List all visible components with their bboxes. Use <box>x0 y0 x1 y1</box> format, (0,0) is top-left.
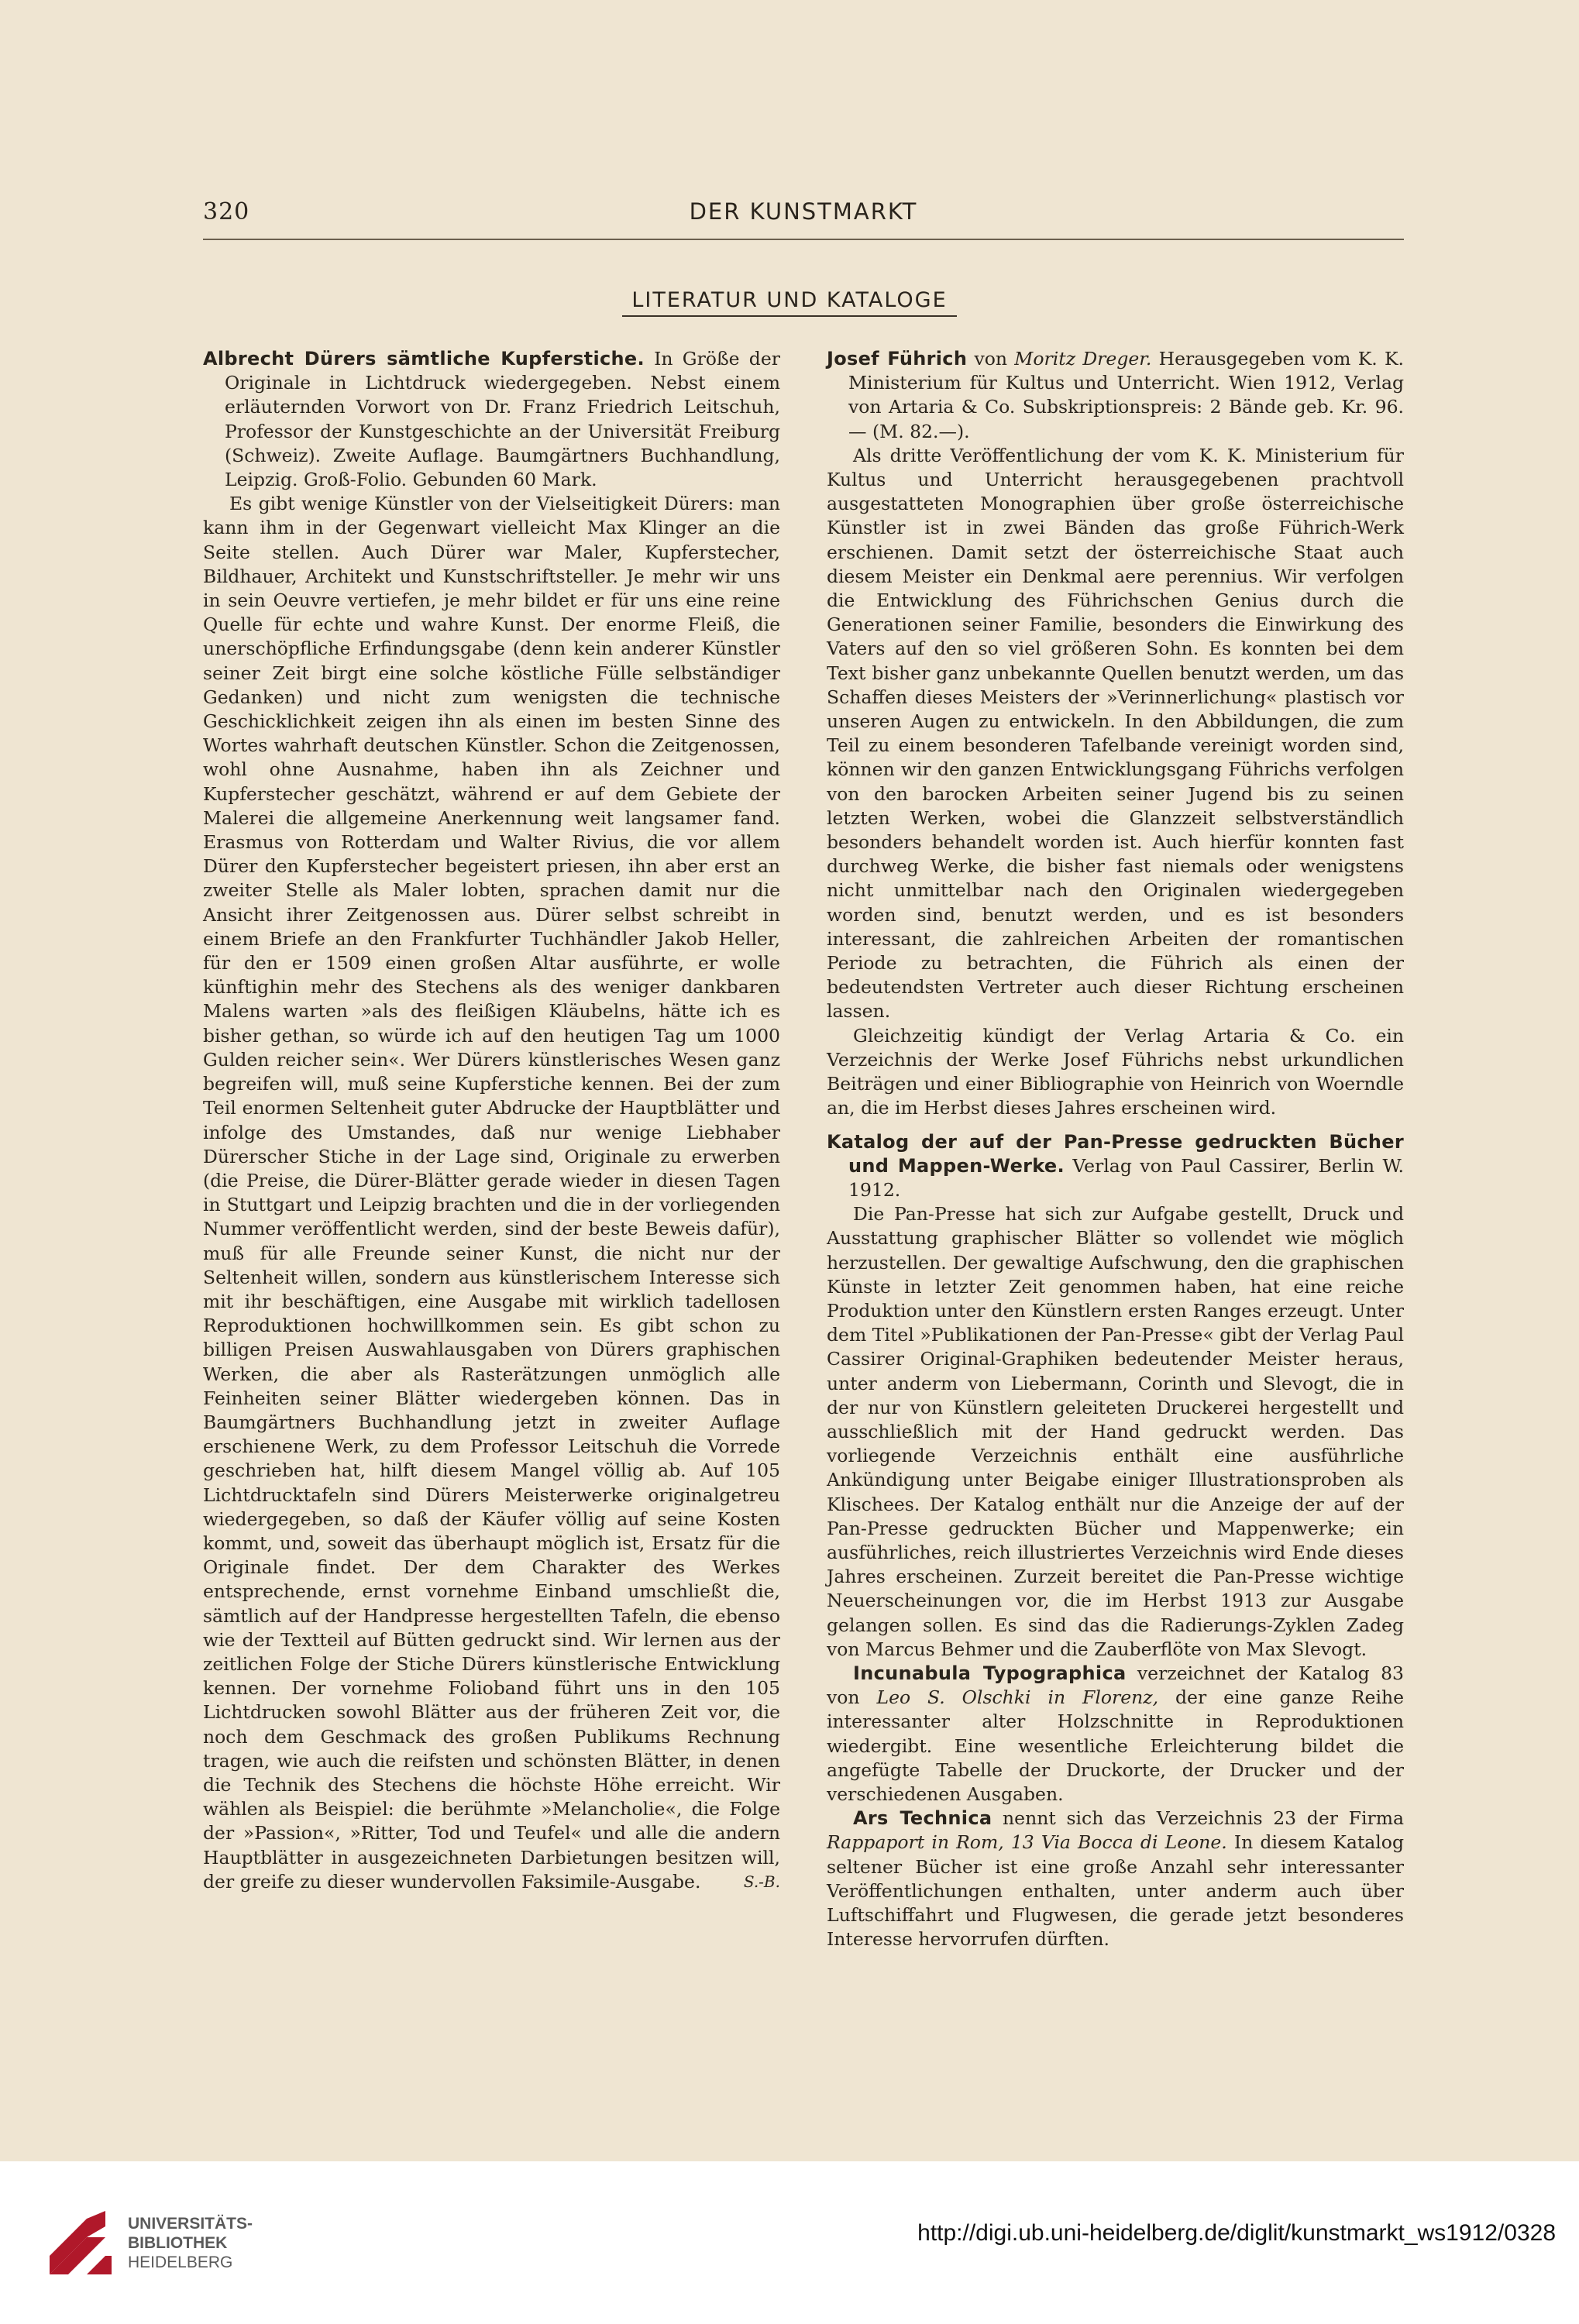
pan-biblio: Verlag von Paul Cassirer, Berlin W. 1912. <box>848 1154 1404 1201</box>
incunabula-lemma: Incunabula Typographica <box>853 1662 1127 1684</box>
pan-lemma: Katalog der auf der Pan-Presse gedruckten Bücher und Mappen-Werke. <box>827 1130 1404 1177</box>
fuhrich-review-1: Als dritte Veröffentlichung der vom K. K. Ministerium für Kultus und Unterricht herausgegebenen prachtvoll ausgestatteten Monographien über große österreichische Künstler ist in zwei Bänden das große Führich-Werk erschienen. Damit setzt der österreichische Staat auch diesem Meister ein Denkmal aere perennius. Wir verfolgen die Entwicklung des Führichschen Genius durch die Generationen seiner Familie, besonders die Einwirkung des Vaters auf den so viel größeren Sohn. Es konnten bei dem Text bisher ganz unbekannte Quellen benutzt werden, um das Schaffen dieses Meisters der »Verinnerlichung« plastisch vor unseren Augen zu entwickeln. In den Abbildungen, die zum Teil zu einem besonderen Tafelbande vereinigt worden sind, können wir den ganzen Entwicklungsgang Führichs verfolgen von den barocken Arbeiten seiner Jugend bis zu seinen letzten Werken, wobei die Glanzzeit selbstverständlich besonders behandelt worden ist. Auch hierfür konnten fast durchweg Werke, die bisher fast niemals oder wenigstens nicht unmittelbar nach den Originalen wiedergegeben worden sind, benutzt werden, und es ist besonders interessant, die zahlreichen Arbeiten der romantischen Periode zu betrachten, die Führich als einen der bedeutendsten Vertreter auch dieser Richtung erscheinen lassen. <box>827 444 1404 1023</box>
incunabula-text-2: der eine ganze Reihe interessanter alter Holzschnitte in Reproduktionen wiedergibt. Eine wesentliche Erleichterung bildet die angefügte Tabelle der Druckorte, der Drucker und der verschiedenen Ausgaben. <box>827 1686 1404 1805</box>
library-line-2: BIBLIOTHEK <box>128 2234 228 2252</box>
fuhrich-author: Moritz Dreger. <box>1014 348 1152 370</box>
ub-heidelberg-logo-icon[interactable] <box>45 2208 116 2279</box>
section-title <box>0 288 1579 312</box>
pan-review: Die Pan-Presse hat sich zur Aufgabe gestellt, Druck und Ausstattung graphischer Blätter so vollendet wie möglich herzustellen. Der gewaltige Aufschwung, den die graphischen Künste in letzter Zeit genommen haben, hat eine reiche Produktion unter den Künstlern ersten Ranges erzeugt. Unter dem Titel »Publikationen der Pan-Presse« gibt der Verlag Paul Cassirer Original-Graphiken bedeutender Meister heraus, unter anderm von Liebermann, Corinth und Slevogt, die in der nur von Künstlern geleiteten Druckerei hergestellt und ausschließlich mit der Hand gedruckt werden. Das vorliegende Verzeichnis enthält eine ausführliche Ankündigung unter Beigabe einiger Illustrationsproben als Klischees. Der Katalog enthält nur die Anzeige der auf der Pan-Presse gedruckten Bücher und Mappenwerke; ein ausführliches, reich illustriertes Verzeichnis wird Ende dieses Jahres erscheinen. Zurzeit bereitet die Pan-Presse wichtige Neuerscheinungen vor, die im Herbst 1913 zur Ausgabe gelangen sollen. Es sind das die Radierungs-Zyklen Zadeg von Marcus Behmer und die Zauberflöte von Max Slevogt. <box>827 1203 1404 1660</box>
fuhrich-lemma: Josef Führich <box>827 348 968 370</box>
ars-lemma: Ars Technica <box>853 1807 992 1830</box>
running-title: DER KUNSTMARKT <box>689 198 918 225</box>
durer-review <box>203 492 780 1894</box>
pan-entry-heading <box>827 1130 1404 1203</box>
ars-text-1: nennt sich das Verzeichnis 23 der Firma <box>992 1807 1404 1830</box>
library-line-3: HEIDELBERG <box>128 2254 233 2271</box>
durer-signature: S.-B. <box>743 1872 780 1891</box>
durer-biblio: In Größe der Originale in Lichtdruck wiedergegeben. Nebst einem erläuternden Vorwort von Dr. Franz Friedrich Leitschuh, Professor der Kunstgeschichte an der Universität Freiburg (Schweiz). Zweite Auflage. Baumgärtners Buchhandlung, Leipzig. Groß-Folio. Gebunden 60 Mark. <box>225 348 780 491</box>
durer-review-text: Es gibt wenige Künstler von der Vielseitigkeit Dürers: man kann ihm in der Gegenwart vielleicht Max Klinger an die Seite stellen. Auch Dürer war Maler, Kupferstecher, Bildhauer, Architekt und Kunstschriftsteller. Je mehr wir uns in sein Oeuvre vertiefen, je mehr bildet er für uns eine reine Quelle für echte und wahre Kunst. Der enorme Fleiß, die unerschöpfliche Erfindungsgabe (denn kein anderer Künstler seiner Zeit birgt eine solche köstliche Fülle selbständiger Gedanken) und nicht zum wenigsten die technische Geschicklichkeit zeigen ihn als einen im besten Sinne des Wortes wahrhaft deutschen Künstler. Schon die Zeitgenossen, wohl ohne Ausnahme, haben ihn als Zeichner und Kupferstecher geschätzt, während er auf dem Gebiete der Malerei die allgemeine Anerkennung weit langsamer fand. Erasmus von Rotterdam und Walter Rivius, die vor allem Dürer den Kupferstecher begeistert priesen, ihn aber erst an zweiter Stelle als Maler lobten, sprachen damit nur die Ansicht ihrer Zeitgenossen aus. Dürer selbst schreibt in einem Briefe an den Frankfurter Tuchhändler Jakob Heller, für den er 1509 einen großen Altar ausführte, er wolle künftighin mehr des Stechens als des weniger dankbaren Malens warten »als des fleißigen Kläubelns, hätte ich es bisher gethan, so würde ich auf den heutigen Tag um 1000 Gulden reicher sein«. Wer Dürers künstlerisches Wesen ganz begreifen will, muß seine Kupferstiche kennen. Bei der zum Teil enormen Seltenheit guter Abdrucke der Hauptblätter und infolge des Umstandes, daß nur wenige Liebhaber Dürerscher Stiche in der Lage sind, Originale zu erwerben (die Preise, die Dürer-Blätter gerade wieder in diesen Tagen in Stuttgart und Leipzig brachten und die in der vorliegenden Nummer veröffentlicht werden, sind der beste Beweis dafür), muß für alle Freunde seiner Kunst, die nicht nur der Seltenheit willen, sondern aus künstlerischem Interesse sich mit ihr beschäftigen, eine Ausgabe mit wirklich tadellosen Reproduktionen hochwillkommen sein. Es gibt schon zu billigen Preisen Auswahlausgaben von Dürers graphischen Werken, die aber als Rasterätzungen unmöglich alle Feinheiten seiner Blätter wiedergeben können. Das in Baumgärtners Buchhandlung jetzt in zweiter Auflage erschienene Werk, zu dem Professor Leitschuh die Vorrede geschrieben hat, hilft diesem Mangel völlig ab. Auf 105 Lichtdrucktafeln sind Dürers Meisterwerke originalgetreu wiedergegeben, so daß der Käufer völlig auf seine Kosten kommt, und, soweit das überhaupt möglich ist, Ersatz für die Originale findet. Der dem Charakter des Werkes entsprechende, ernst vornehme Einband umschließt die, sämtlich auf der Handpresse hergestellten Tafeln, die ebenso wie der Textteil auf Bütten gedruckt sind. Wir lernen aus der zeitlichen Folge der Stiche Dürers künstlerische Entwicklung kennen. Der vornehme Folioband führt uns in den 105 Lichtdrucken sowohl Blätter aus der früheren Zeit vor, die noch dem Geschmack des großen Publikums Rechnung tragen, wie auch die reifsten und schönsten Blätter, in denen die Technik des Stechens die höchste Höhe erreicht. Wir wählen als Beispiel: die berühmte »Melancholie«, die Folge der »Passion«, »Ritter, Tod und Teufel« und alle die andern Hauptblätter in ausgezeichneten Darbietungen besitzen will, der greife zu dieser wundervollen Faksimile-Ausgabe. <box>203 493 780 1893</box>
fuhrich-von: von <box>967 348 1015 370</box>
ars-entry <box>827 1807 1404 1951</box>
source-url-link[interactable]: http://digi.ub.uni-heidelberg.de/diglit/kunstmarkt_ws1912/0328 <box>917 2220 1556 2246</box>
fuhrich-entry-heading <box>827 347 1404 444</box>
ars-publisher: Rappaport in Rom, 13 Via Bocca di Leone. <box>827 1831 1227 1854</box>
page-header <box>203 198 1404 237</box>
library-name <box>128 2214 253 2272</box>
right-column <box>827 347 1404 1951</box>
incunabula-entry <box>827 1662 1404 1807</box>
digitization-footer <box>0 2161 1579 2324</box>
section-title-text: LITERATUR UND KATALOGE <box>622 288 956 317</box>
library-line-1: UNIVERSITÄTS- <box>128 2215 253 2233</box>
page-number: 320 <box>203 198 250 225</box>
incunabula-publisher: Leo S. Olschki in Florenz, <box>876 1686 1159 1709</box>
fuhrich-biblio: Herausgegeben vom K. K. Ministerium für Kultus und Unterricht. Wien 1912, Verlag von Artaria & Co. Subskriptionspreis: 2 Bände geb. Kr. 96.— (M. 82.—). <box>848 348 1405 442</box>
left-column <box>203 347 780 1894</box>
durer-lemma: Albrecht Dürers sämtliche Kupferstiche. <box>203 348 645 370</box>
header-rule <box>203 239 1404 240</box>
durer-entry-heading <box>203 347 780 492</box>
incunabula-text-1: verzeichnet der Katalog 83 von <box>827 1662 1405 1709</box>
fuhrich-review-2: Gleichzeitig kündigt der Verlag Artaria & Co. ein Verzeichnis der Werke Josef Führichs nebst urkundlichen Beiträgen und einer Bibliographie von Heinrich von Woerndle an, die im Herbst dieses Jahres erscheinen wird. <box>827 1024 1404 1119</box>
ars-text-2: In diesem Katalog seltener Bücher ist eine große Anzahl sehr interessanter Veröffentlichungen enthalten, unter anderm auch über Luftschiffahrt und Flugwesen, die gerade jetzt besonderes Interesse hervorrufen dürften. <box>827 1831 1404 1951</box>
